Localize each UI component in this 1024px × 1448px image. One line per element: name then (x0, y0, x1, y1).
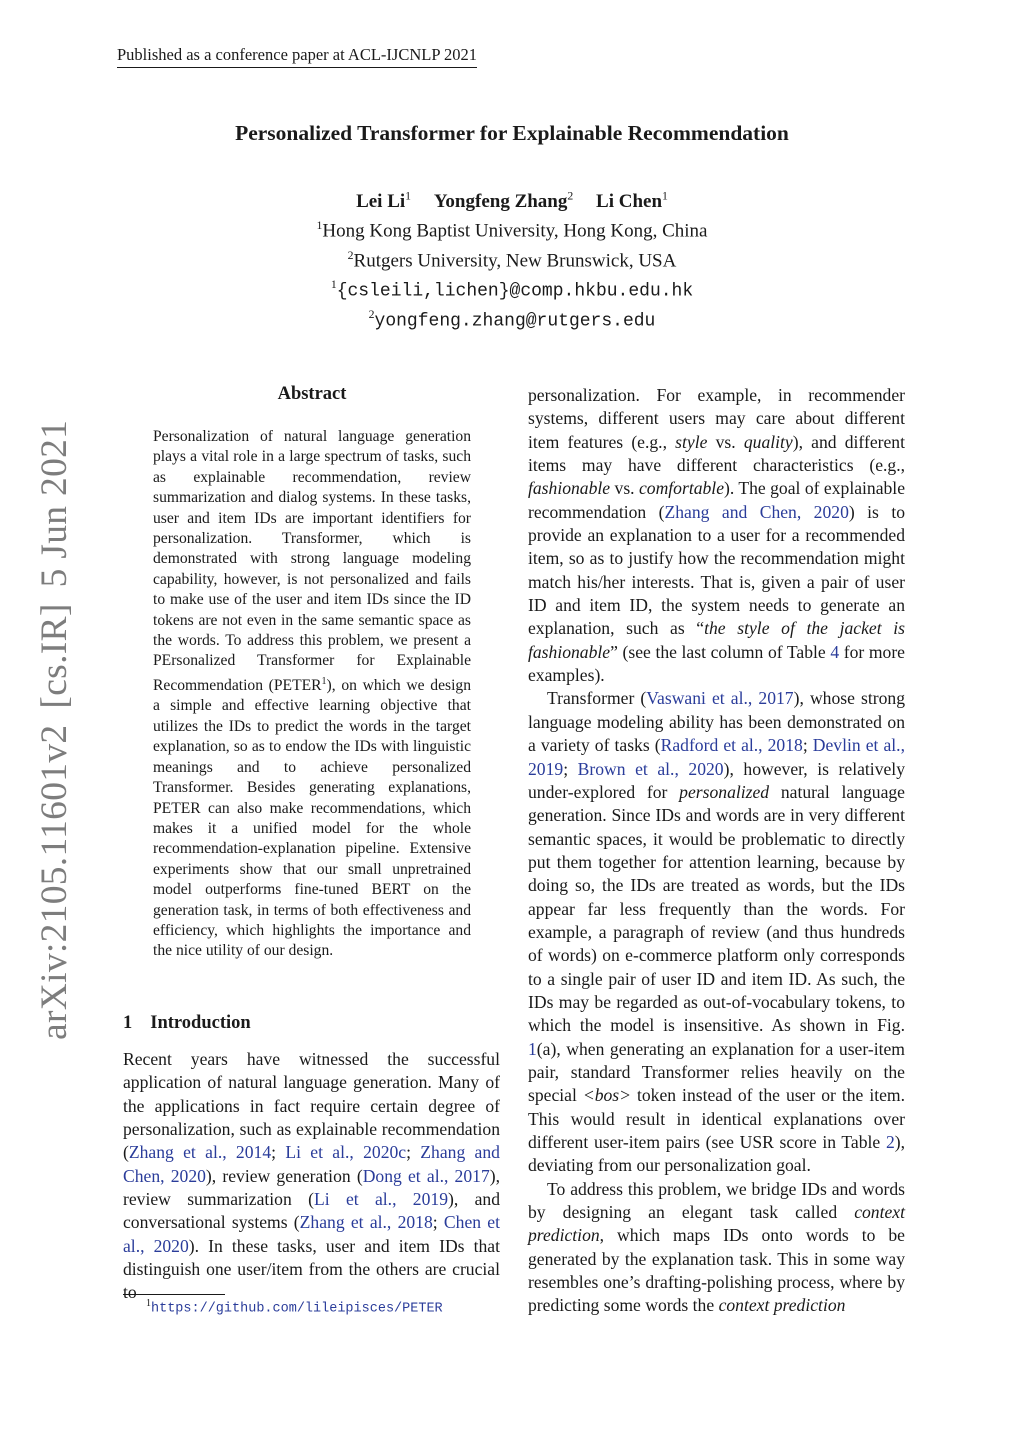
section-heading-introduction: 1 Introduction (123, 1013, 251, 1033)
running-head: Published as a conference paper at ACL-IJCNLP 2021 (117, 44, 477, 68)
intro-paragraph: Recent years have witnessed the successful application of natural language generation. Many of the applications in fact require certain degree of personalization, such as explainable recommendation (Zhang et al., 2014; Li et al., 2020c; Zhang and Chen, 2020), review generation (Dong et al., 2017), review summarization (Li et al., 2019), and conversational systems (Zhang et al., 2018; Chen et al., 2020). In these tasks, user and item IDs that distinguish one user/item from the others are crucial to (123, 1049, 501, 1303)
table-reference-link[interactable]: 2 (885, 1132, 895, 1152)
author-email: $^1${csleili,lichen}@comp.hkbu.edu.hk (330, 277, 694, 302)
citation-link[interactable]: Zhang and Chen, 2020 (664, 501, 849, 522)
affiliation: $^2$Rutgers University, New Brunswick, USA (347, 248, 677, 271)
author: Yongfeng Zhang$^2$ (433, 190, 574, 213)
citation-link[interactable]: Brown et al., 2020 (577, 758, 724, 779)
affiliation: $^1$Hong Kong Baptist University, Hong Kong, China (316, 219, 708, 242)
footnote-divider (123, 1294, 225, 1295)
intro-paragraph: Transformer (Vaswani et al., 2017), whose strong language modeling ability has been demonstrated on a variety of tasks (Radford et al., 2018; Devlin et al., 2019; Brown et al., 2020), however, is relatively under-explored for personalized natural language generation. Since IDs and words are in very different semantic spaces, it would be problematic to directly put them together for attention learning, because by doing so, the IDs are treated as words, but the IDs appear far less frequently than the words. For example, a paragraph of review (and thus hundreds of words) on e-commerce platform only corresponds to a single pair of user ID and item ID. As such, the IDs may be regarded as out-of-vocabulary tokens, to which the model is insensitive. As shown in Fig. 1(a), when generating an explanation for a user-item pair, standard Transformer relies heavily on the special <bos> token instead of the user or the item. This would result in identical explanations over different user-item pairs (see USR score in Table 2), deviating from our personalization goal. (528, 688, 906, 1176)
footnote: $^1$https://github.com/lileipisces/PETER (146, 1298, 443, 1317)
citation-link[interactable]: Devlin et al., 2019 (528, 735, 905, 779)
citation-link[interactable]: Chen et al., 2020 (123, 1212, 500, 1256)
abstract-body: Personalization of natural language generation plays a vital role in a large spectrum of tasks, such as explainable recommendation, review summarization and dialog systems. In these tasks, user and item IDs are important identifiers for personalization. Transformer, which is demonstrated with strong language modeling capability, however, is not personalized and fails to make use of the user and item IDs since the ID tokens are not even in the same semantic space as the words. To address this problem, we present a PErsonalized Transformer for Explainable Recommendation (PETER$^1$), on which we design a simple and effective learning objective that utilizes the IDs to predict the words in the target explanation, so as to endow the IDs with linguistic meanings and to achieve personalized Transformer. Besides generating explanations, PETER can also make recommendations, which makes it a unified model for the whole recommendation-explanation pipeline. Extensive experiments show that our small unpretrained model outperforms fine-tuned BERT on the generation task, in terms of both effectiveness and efficiency, which highlights the importance and the nice utility of our design. (153, 428, 471, 960)
abstract-heading: Abstract (277, 384, 347, 404)
author-block (0, 185, 1024, 334)
right-column (528, 384, 905, 1318)
table-reference-link[interactable]: 4 (830, 641, 840, 662)
author: Lei Li$^1$ (356, 190, 412, 213)
footnote-marker[interactable]: 1 (321, 675, 327, 687)
author-email: $^2$yongfeng.zhang@rutgers.edu (368, 308, 656, 332)
citation-link[interactable]: Radford et al., 2018 (660, 735, 803, 756)
citation-link[interactable]: Zhang and Chen, 2020 (123, 1142, 500, 1186)
paper-title: Personalized Transformer for Explainable Recommendation (235, 121, 789, 145)
arxiv-stamp (34, 419, 75, 1040)
author: Li Chen$^1$ (596, 190, 668, 213)
footnote-url-link[interactable]: https://github.com/lileipisces/PETER (151, 1301, 443, 1317)
arxiv-category: [cs.IR] (34, 603, 75, 709)
citation-link[interactable]: Zhang et al., 2018 (299, 1212, 433, 1233)
intro-paragraph: To address this problem, we bridge IDs and words by designing an elegant task called context prediction, which maps IDs onto words to be generated by the explanation task. This in some way resembles one’s drafting-polishing process, where by predicting some words the context prediction (528, 1178, 905, 1316)
figure-reference-link[interactable]: 1 (528, 1038, 537, 1059)
citation-link[interactable]: Li et al., 2020c (285, 1142, 407, 1163)
intro-paragraph: personalization. For example, in recommender systems, different users may care about different item features (e.g., style vs. quality), and different items may have different characteristics (e.g., fashionable vs. comfortable). The goal of explainable recommendation (Zhang and Chen, 2020) is to provide an explanation to a user for a recommended item, so as to justify how the recommendation might match his/her interests. That is, given a pair of user ID and item ID, the system needs to generate an explanation, such as “the style of the jacket is fashionable” (see the last column of Table 4 for more examples). (528, 385, 906, 686)
citation-link[interactable]: Dong et al., 2017 (362, 1165, 490, 1186)
arxiv-id: arXiv:2105.11601v2 (34, 724, 75, 1040)
author-names (0, 185, 1024, 214)
citation-link[interactable]: Li et al., 2019 (313, 1189, 448, 1210)
arxiv-date: 5 Jun 2021 (34, 419, 75, 588)
citation-link[interactable]: Zhang et al., 2014 (128, 1142, 272, 1163)
citation-link[interactable]: Vaswani et al., 2017 (646, 688, 794, 709)
